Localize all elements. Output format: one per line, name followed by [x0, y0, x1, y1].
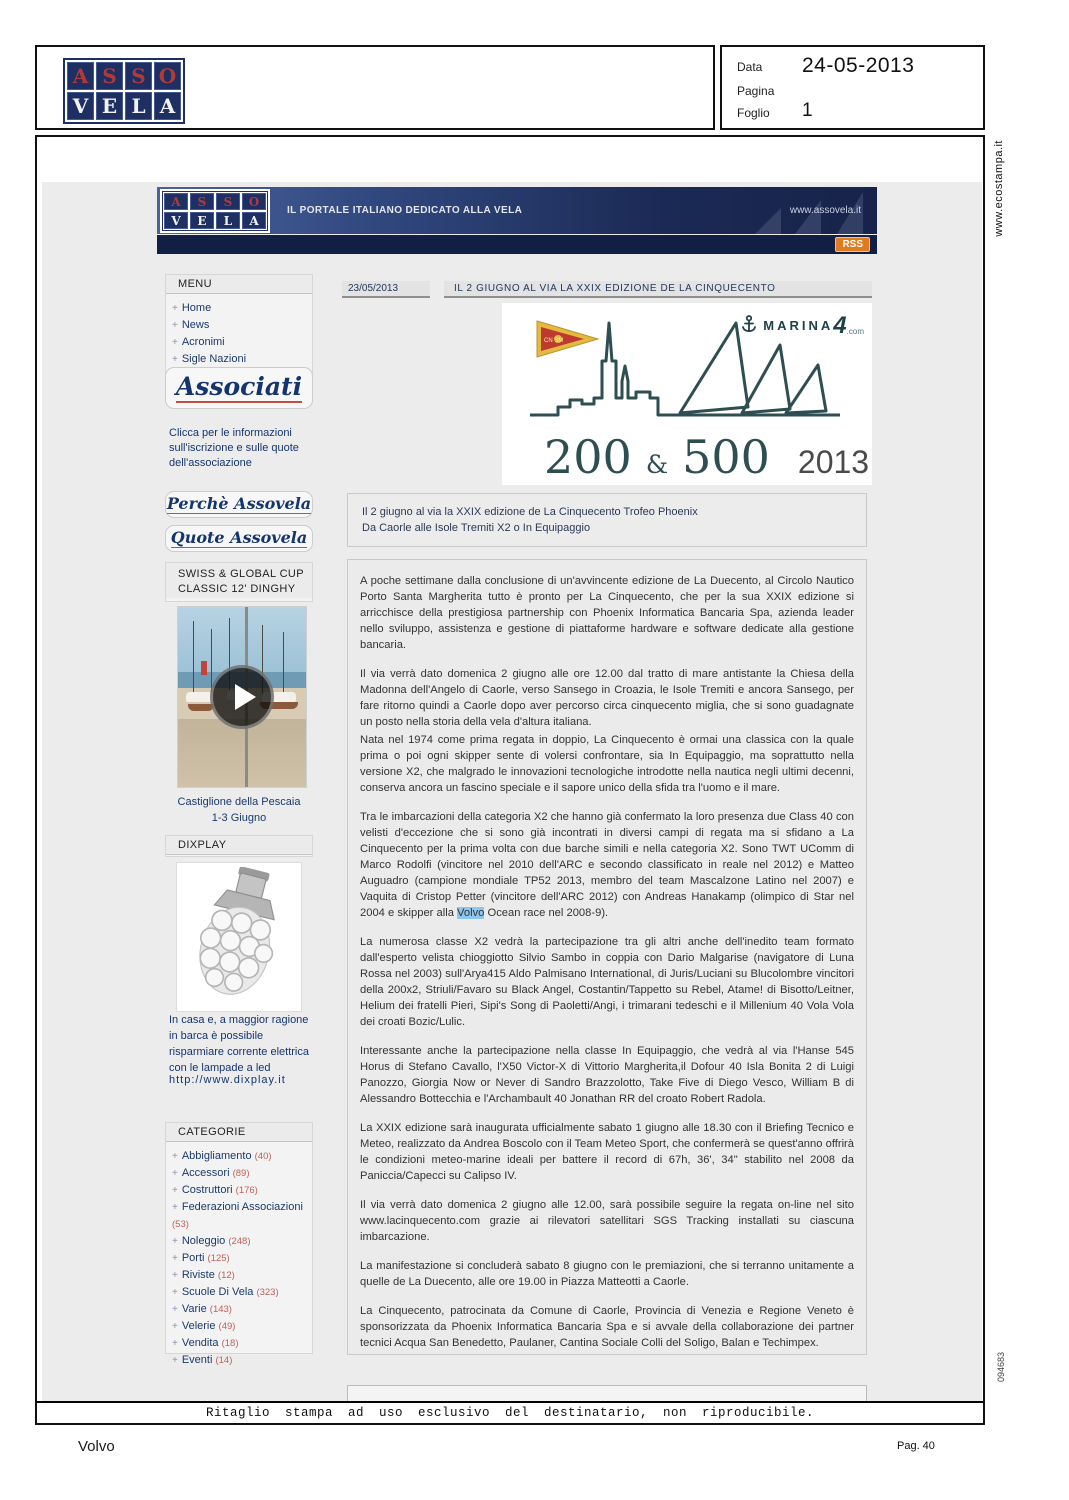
swiss-cup-title-line1: SWISS & GLOBAL CUP [166, 563, 312, 583]
plus-bullet-icon: + [172, 320, 178, 331]
plus-bullet-icon: + [172, 1185, 178, 1196]
menu-box [165, 274, 313, 374]
plus-bullet-icon: + [172, 1270, 178, 1281]
article-header [342, 281, 872, 298]
menu-title: MENU [166, 275, 312, 294]
svg-text:CN SM: CN SM [544, 338, 564, 344]
sidebar-item-news[interactable]: + News [172, 319, 210, 331]
date-value: 24-05-2013 [802, 54, 915, 77]
swiss-cup-title-line2: CLASSIC 12' DINGHY [166, 583, 312, 598]
dixplay-link[interactable]: http://www.dixplay.it [169, 1074, 286, 1086]
logo-letter: E [96, 92, 123, 120]
site-banner [157, 187, 877, 234]
plus-bullet-icon: + [172, 1304, 178, 1315]
sheet-label: Foglio [737, 106, 770, 120]
article-date: 23/05/2013 [342, 281, 430, 298]
categories-title: CATEGORIE [166, 1123, 312, 1142]
site-url: www.assovela.it [789, 205, 861, 216]
paragraph: Tra le imbarcazioni della categoria X2 che hanno già confermato la loro presenza due Class 40 con velisti d'eccezione che si sono già incontrati in diversi campi di regata ma si sfidano a La Cinquecento per la prima volta con due barche simili e nella categoria X2. Sono TWT UComm di Marco Rodolfi (vincitore nel 2010 dell'ARC e secondo classificato in reale nel 2012) e Matteo Auguadro (campione mondiale TP52 2013, membro del team Mascalzone Latino nel 2007) e Vaquita di Cristop Petter (vincitore dell'ARC 2012) con Andreas Hanakamp (olimpico di Star nel 2004 e skipper alla Volvo Ocean race nel 2008-9). [360, 811, 854, 919]
clipping-page-ref: Pag. 40 [897, 1440, 935, 1452]
article-title: IL 2 GIUGNO AL VIA LA XXIX EDIZIONE DE LA CINQUECENTO [444, 281, 872, 298]
plus-bullet-icon: + [172, 303, 178, 314]
dixplay-box [165, 835, 313, 857]
category-item[interactable]: + Abbigliamento (40) [172, 1150, 272, 1162]
play-icon [235, 684, 256, 710]
paragraph: La XXIX edizione sarà inaugurata ufficialmente sabato 1 giugno alle 18.30 con il Briefing Tecnico e Meteo, realizzato da Andrea Boscolo con il Team Meteo Sport, che confermerà se quest'anno offrirà le condizioni meteo-marine ideali per battere il record di 67h, 36', 34" stabilito nel 2008 da Paniccia/Capecci su Calipso IV. [360, 1122, 854, 1182]
ecostampa-watermark: www.ecostampa.it [993, 140, 1005, 237]
scan-meta-box [720, 45, 985, 130]
category-item[interactable]: + Accessori (89) [172, 1167, 250, 1179]
associati-info-text: Clicca per le informazioni sull'iscrizione e sulle quote dell'associazione [169, 427, 299, 469]
clipping-subject: Volvo [78, 1438, 115, 1455]
logo-letter: A [242, 212, 266, 229]
paragraph: Interessante anche la partecipazione nella classe In Equipaggio, che vedrà al via l'Hanse 545 Horus di Stefano Cavallo, l'X50 Victor-X di Vittorio Margherita,il Dofour 40 Isla Bonita 2 di Luigi Panozzo, Giorgia Now or Never di Sandro Brazzolotto, Take Five di Diego Vesco, William B di Alessandro Bottecchia e l'Archambault 40 Jonathan RR del croato Robert Radola. [360, 1045, 854, 1105]
logo-letter: A [154, 92, 181, 120]
clipping-frame [35, 135, 985, 1425]
sail-decoration-icon [755, 208, 781, 234]
boat-hull-shape [188, 704, 214, 711]
page-label: Pagina [737, 84, 775, 98]
paragraph: La numerosa classe X2 vedrà la partecipazione tra gli altri anche dell'inedito team formato dall'esperto velista chioggiotto Silvio Sambo in coppia con Dario Malgarise (navigatore di Luna Rossa nel 2003) sull'Arya415 Aldo Palmisano International, di Juris/Luciani su Blucolombre vincitori della 200x2, Striuli/Favaro su Black Angel, Costantin/Tappetto su Rebel, Atame! di Bisotto/Leitner, Helium dei fratelli Pieri, Sipi's Song di Paoletti/Angi, i trimarani tedeschi e il Millenium 40 Vola Vola dei croati Bozic/Lulic. [360, 936, 854, 1028]
banner-subbar [157, 235, 877, 254]
paragraph: A poche settimane dalla conclusione di un'avvincente edizione de La Duecento, al Circolo Nautico Porto Santa Margherita tutto è pronto per La Cinquecento, che per la sua XXIX edizione si arricchisce della prestigiosa partnership con Phoenix Informatica Bancaria Spa, azienda leader nello sviluppo, assistenza e gestione di piattaforme hardware e software dedicate alla gestione bancaria. [360, 575, 854, 651]
paragraph: La Cinquecento, patrocinata da Comune di Caorle, Provincia di Venezia e Regione Veneto è sponsorizzata da Phoenix Informatica Bancaria Spa e si avvale della collaborazione dei partner tecnici Acqua San Benedetto, Paulaner, Cantina Sociale Colli del Soligo, Balan e Techimpex. [360, 1305, 854, 1349]
webpage-background [42, 182, 982, 1404]
article-body [347, 559, 867, 1355]
date-label: Data [737, 60, 763, 74]
logo-letter: O [242, 193, 266, 210]
logo-letter: S [216, 193, 240, 210]
plus-bullet-icon: + [172, 1321, 178, 1332]
regatta-logo-numbers: 200 & 500 2013 [544, 430, 870, 484]
sail-decoration-icon [837, 192, 863, 234]
logo-letter: V [67, 92, 94, 120]
highlighted-term: Volvo [457, 907, 485, 919]
associati-button[interactable]: Associati [165, 367, 313, 409]
plus-bullet-icon: + [172, 1168, 178, 1179]
category-item[interactable]: + Vendita (18) [172, 1337, 239, 1349]
plus-bullet-icon: + [172, 1202, 178, 1213]
categories-box [165, 1122, 313, 1366]
category-item[interactable]: + Porti (125) [172, 1252, 230, 1264]
category-item[interactable]: + Noleggio (248) [172, 1235, 251, 1247]
logo-letter: E [190, 212, 214, 229]
play-button[interactable] [210, 665, 274, 729]
sail-decoration-icon [795, 200, 821, 234]
lighthouse-shape [201, 661, 207, 675]
category-item[interactable]: + Riviste (12) [172, 1269, 235, 1281]
plus-bullet-icon: + [172, 1236, 178, 1247]
logo-letter: V [164, 212, 188, 229]
video-thumbnail [177, 606, 307, 788]
assovela-logo [63, 58, 185, 124]
category-item[interactable]: + Scuole Di Vela (323) [172, 1286, 279, 1298]
plus-bullet-icon: + [172, 1355, 178, 1366]
sidebar-item-sigle-nazioni[interactable]: + Sigle Nazioni [172, 353, 247, 365]
quote-assovela-button[interactable]: Quote Assovela [165, 525, 313, 552]
article-subtitle: Il 2 giugno al via la XXIX edizione de La Cinquecento Trofeo Phoenix Da Caorle alle Isole Tremiti X2 o In Equipaggio [347, 493, 867, 547]
swiss-cup-box [165, 562, 313, 602]
led-bulb-graphic [184, 867, 294, 1007]
logo-letter: S [125, 62, 152, 90]
logo-letter: S [96, 62, 123, 90]
sidebar-item-home[interactable]: + Home [172, 302, 212, 314]
perche-assovela-button[interactable]: Perchè Assovela [165, 491, 313, 518]
dixplay-text: In casa e, a maggior ragione in barca è possibile risparmiare corrente elettrica con le lampade a led [169, 1014, 309, 1074]
paragraph: Nata nel 1974 come prima regata in doppio, La Cinquecento è ormai una classica con la quale prima o poi ogni skipper sente di volersi confrontare, sia In Equipaggio, ma soprattutto nella versione X2, che malgrado le innovazioni tecnologiche introdotte nella nautica negli ultimi decenni, conserva ancora un fascino speciale e il sapore unico della sfida tra l'uomo e il mare. [360, 734, 854, 794]
video-caption: Castiglione della Pescaia 1-3 Giugno [177, 796, 301, 824]
rss-button[interactable]: RSS [835, 237, 870, 252]
paragraph: Il via verrà dato domenica 2 giugno alle 12.00, sarà possibile seguire la regata on-line nel sito www.lacinquecento.com grazie ai rilevatori satellitari SGS Tracking installati su ciascuna imbarcazione. [360, 1199, 854, 1243]
logo-letter: L [216, 212, 240, 229]
logo-letter: S [190, 193, 214, 210]
anchor-icon [741, 315, 757, 335]
category-item[interactable]: + Eventi (14) [172, 1354, 233, 1366]
video-sky [178, 607, 306, 672]
logo-letter: L [125, 92, 152, 120]
category-item[interactable]: + Velerie (49) [172, 1320, 236, 1332]
plus-bullet-icon: + [172, 1338, 178, 1349]
plus-bullet-icon: + [172, 1287, 178, 1298]
plus-bullet-icon: + [172, 1151, 178, 1162]
plus-bullet-icon: + [172, 354, 178, 365]
regatta-logo [502, 303, 872, 485]
scan-header-logo-box [35, 45, 715, 130]
marina4-brand: MARINA 4 .com [741, 315, 864, 337]
paragraph: La manifestazione si concluderà sabato 8 giugno con le premiazioni, che si terranno unitamente a quelle de La Duecento, alle ore 19.00 in Piazza Matteotti a Caorle. [360, 1260, 854, 1288]
dixplay-title: DIXPLAY [166, 836, 312, 855]
mast-line [193, 621, 194, 693]
plus-bullet-icon: + [172, 1253, 178, 1264]
logo-letter: O [154, 62, 181, 90]
plus-bullet-icon: + [172, 337, 178, 348]
logo-letter: A [67, 62, 94, 90]
scan-code: 094683 [996, 1352, 1006, 1383]
led-bulb-image [176, 862, 302, 1012]
sheet-value: 1 [802, 100, 814, 121]
site-tagline: IL PORTALE ITALIANO DEDICATO ALLA VELA [287, 205, 523, 216]
category-item[interactable]: + Federazioni Associazioni (53) [172, 1201, 303, 1230]
assovela-banner-logo[interactable] [160, 189, 270, 233]
category-item[interactable]: + Costruttori (176) [172, 1184, 258, 1196]
logo-letter: A [164, 193, 188, 210]
sidebar-item-acronimi[interactable]: + Acronimi [172, 336, 225, 348]
reproduction-notice: Ritaglio stampa ad uso esclusivo del destinatario, non riproducibile. [37, 1401, 983, 1423]
paragraph: Il via verrà dato domenica 2 giugno alle ore 12.00 dal tratto di mare antistante la Chiesa della Madonna dell'Angelo di Caorle, verso Sansego in Croazia, le Isole Tremiti e ancora Sansego, per fare ritorno quindi a Caorle dopo aver percorso circa cinquecento miglia, che si sono guadagnate un posto nella storia della vela d'altura italiana. [360, 668, 854, 728]
category-item[interactable]: + Varie (143) [172, 1303, 232, 1315]
